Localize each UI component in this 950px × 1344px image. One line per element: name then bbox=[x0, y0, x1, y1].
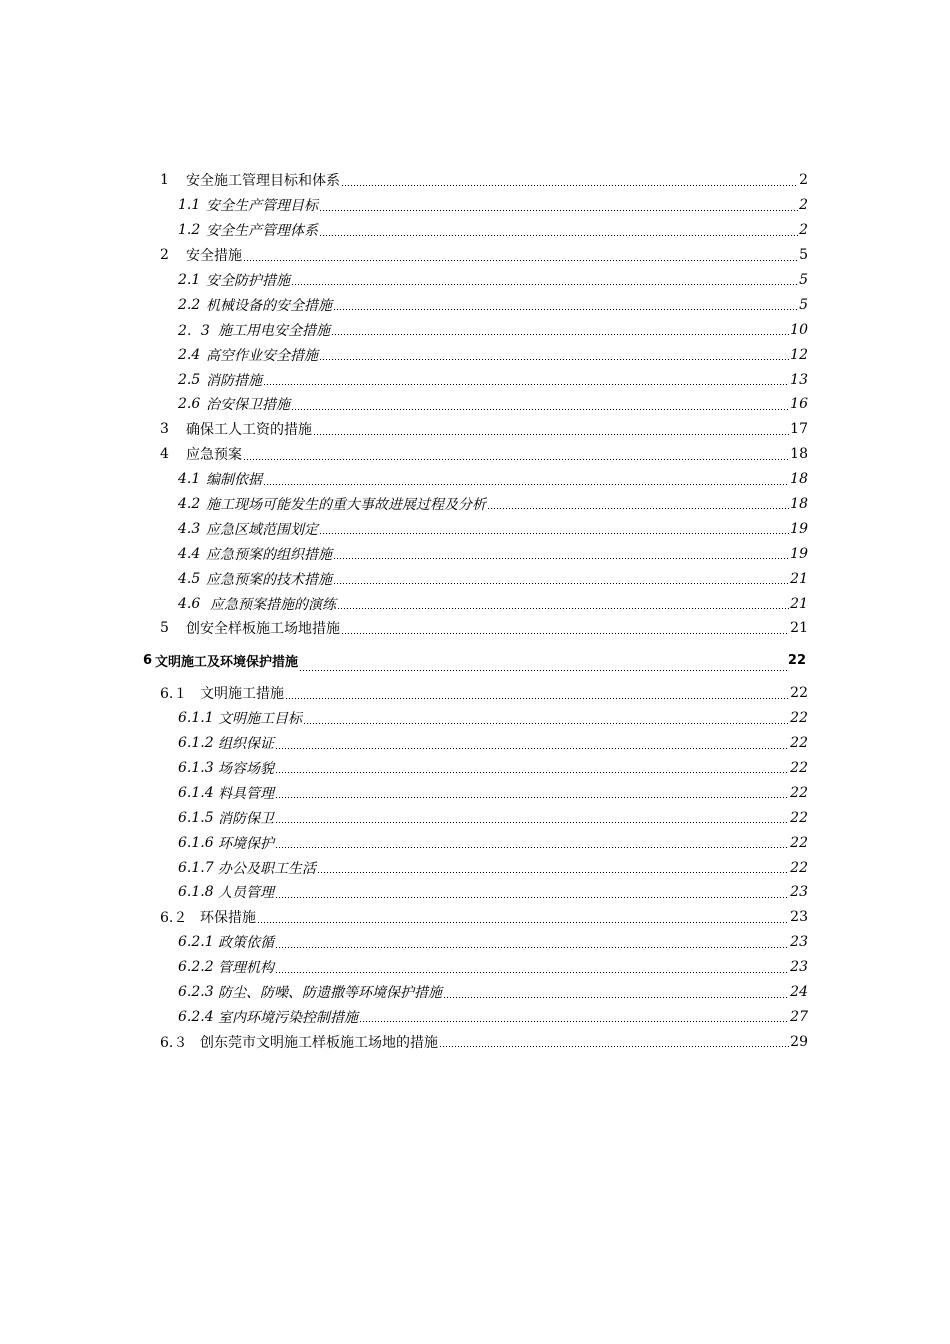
toc-entry-page: 2 bbox=[799, 222, 808, 239]
toc-entry-number: 4 bbox=[160, 446, 169, 463]
toc-entry-page: 22 bbox=[787, 653, 806, 669]
toc-entry-number: 6.2.1 bbox=[178, 934, 214, 951]
toc-entry-number: 4.6 bbox=[178, 595, 201, 612]
toc-entry-title: 创安全样板施工场地措施 bbox=[186, 621, 340, 638]
toc-entry-6-2-4[interactable] bbox=[0, 1005, 808, 1030]
toc-entry-6-1-5[interactable] bbox=[0, 805, 808, 830]
toc-entry-6-1-8[interactable] bbox=[0, 880, 808, 905]
dot-leader bbox=[303, 723, 789, 724]
toc-entry-number: 6.1.3 bbox=[178, 760, 214, 777]
toc-entry-number: 4.5 bbox=[178, 570, 201, 587]
toc-entry-number: 6.1.7 bbox=[178, 859, 214, 876]
dot-leader bbox=[359, 1021, 789, 1022]
toc-entry-page: 2 bbox=[799, 172, 808, 189]
toc-entry-title: 管理机构 bbox=[218, 960, 274, 977]
toc-entry-6-1-3[interactable] bbox=[0, 756, 808, 781]
toc-entry-title: 安全施工管理目标和体系 bbox=[186, 173, 340, 190]
dot-leader bbox=[319, 359, 789, 360]
toc-entry-4[interactable] bbox=[0, 442, 808, 467]
toc-entry-page: 19 bbox=[790, 520, 808, 537]
toc-entry-title: 消防措施 bbox=[206, 372, 262, 389]
dot-leader bbox=[487, 508, 789, 509]
toc-entry-4-4[interactable] bbox=[0, 541, 808, 566]
toc-entry-6-2-2[interactable] bbox=[0, 955, 808, 980]
toc-entry-page: 13 bbox=[790, 371, 808, 388]
toc-entry-title: 施工现场可能发生的重大事故进展过程及分析 bbox=[206, 497, 486, 514]
toc-entry-page: 5 bbox=[799, 296, 808, 313]
toc-entry-page: 19 bbox=[790, 545, 808, 562]
toc-entry-title: 机械设备的安全措施 bbox=[206, 297, 332, 314]
toc-entry-2-5[interactable] bbox=[0, 367, 808, 392]
dot-leader bbox=[285, 698, 789, 699]
toc-entry-number: 6.1.5 bbox=[178, 809, 214, 826]
toc-entry-6[interactable] bbox=[0, 644, 806, 678]
toc-entry-6-1-7[interactable] bbox=[0, 855, 808, 880]
dot-leader bbox=[275, 772, 789, 773]
toc-entry-number: 2 bbox=[160, 247, 169, 264]
toc-entry-page: 22 bbox=[790, 710, 808, 727]
toc-entry-number: 6.１ bbox=[160, 686, 188, 703]
dot-leader bbox=[341, 633, 789, 634]
toc-entry-page: 22 bbox=[790, 859, 808, 876]
dot-leader bbox=[263, 484, 789, 485]
dot-leader bbox=[275, 847, 789, 848]
toc-entry-1-2[interactable] bbox=[0, 218, 808, 243]
toc-entry-2-2[interactable] bbox=[0, 292, 808, 317]
toc-entry-4-1[interactable] bbox=[0, 467, 808, 492]
toc-entry-title: 应急预案 bbox=[186, 447, 242, 464]
toc-entry-page: 21 bbox=[790, 620, 808, 637]
toc-entry-page: 21 bbox=[790, 570, 808, 587]
toc-entry-page: 23 bbox=[790, 934, 808, 951]
dot-leader bbox=[319, 533, 789, 534]
toc-entry-title: 应急预案措施的演练 bbox=[210, 596, 336, 613]
toc-entry-page: 16 bbox=[790, 396, 808, 413]
toc-entry-6-1-2[interactable] bbox=[0, 731, 808, 756]
toc-entry-title: 安全生产管理目标 bbox=[206, 198, 318, 215]
toc-entry-page: 18 bbox=[790, 496, 808, 513]
toc-entry-page: 27 bbox=[790, 1008, 808, 1025]
dot-leader bbox=[331, 334, 789, 335]
toc-entry-number: 2.4 bbox=[178, 346, 201, 363]
toc-entry-4-5[interactable] bbox=[0, 566, 808, 591]
dot-leader bbox=[341, 185, 798, 186]
toc-entry-6-1-1[interactable] bbox=[0, 706, 808, 731]
dot-leader bbox=[337, 608, 789, 609]
dot-leader bbox=[263, 384, 789, 385]
toc-entry-title: 政策依循 bbox=[218, 935, 274, 952]
toc-entry-title: 安全生产管理体系 bbox=[206, 223, 318, 240]
dot-leader bbox=[257, 922, 789, 923]
toc-entry-3[interactable] bbox=[0, 417, 808, 442]
toc-entry-title: 室内环境污染控制措施 bbox=[218, 1009, 358, 1026]
toc-entry-title: 文明施工措施 bbox=[200, 686, 284, 703]
toc-entry-title: 安全防护措施 bbox=[206, 273, 290, 289]
dot-leader bbox=[319, 235, 798, 236]
toc-entry-title: 防尘、防噪、防遗撒等环境保护措施 bbox=[218, 985, 442, 1002]
dot-leader bbox=[243, 459, 789, 460]
toc-entry-4-2[interactable] bbox=[0, 492, 808, 517]
toc-entry-4-6[interactable] bbox=[0, 591, 808, 616]
toc-entry-title: 编制依据 bbox=[206, 472, 262, 489]
toc-entry-page: 22 bbox=[790, 735, 808, 752]
toc-entry-page: 22 bbox=[790, 809, 808, 826]
toc-entry-5[interactable] bbox=[0, 616, 808, 641]
dot-leader bbox=[275, 947, 789, 948]
toc-entry-page: 10 bbox=[790, 321, 808, 338]
toc-entry-2-4[interactable] bbox=[0, 342, 808, 367]
toc-entry-title: 文明施工及环境保护措施 bbox=[155, 655, 299, 671]
dot-leader bbox=[333, 583, 789, 584]
toc-entry-number: 4.3 bbox=[178, 520, 201, 537]
toc-entry-title: 应急预案的技术措施 bbox=[206, 571, 332, 588]
toc-entry-title: 高空作业安全措施 bbox=[206, 347, 318, 364]
toc-entry-title: 消防保卫 bbox=[218, 810, 274, 827]
toc-entry-2-1[interactable] bbox=[0, 268, 808, 293]
toc-entry-page: 12 bbox=[790, 346, 808, 363]
toc-entry-title: 应急预案的组织措施 bbox=[206, 546, 332, 563]
toc-entry-number: 2．3 bbox=[178, 322, 210, 339]
dot-leader bbox=[291, 409, 789, 410]
toc-entry-page: 22 bbox=[790, 760, 808, 777]
dot-leader bbox=[275, 748, 789, 749]
toc-entry-6-3[interactable] bbox=[0, 1029, 808, 1054]
toc-entry-2-6[interactable] bbox=[0, 392, 808, 417]
toc-entry-1-1[interactable] bbox=[0, 193, 808, 218]
toc-entry-number: 6.2.3 bbox=[178, 984, 214, 1001]
toc-entry-number: 4.4 bbox=[178, 545, 201, 562]
toc-entry-number: 6.２ bbox=[160, 910, 188, 927]
dot-leader bbox=[275, 897, 789, 898]
toc-entry-number: 2.5 bbox=[178, 371, 201, 388]
toc-entry-number: 1.2 bbox=[178, 222, 201, 239]
toc-entry-number: 6 bbox=[143, 653, 153, 669]
toc-entry-number: 2.1 bbox=[178, 272, 201, 288]
toc-entry-title: 人员管理 bbox=[218, 885, 274, 902]
toc-entry-title: 环保措施 bbox=[200, 910, 256, 927]
toc-entry-title: 应急区域范围划定 bbox=[206, 521, 318, 538]
dot-leader bbox=[333, 309, 798, 310]
toc-entry-6-1-6[interactable] bbox=[0, 830, 808, 855]
dot-leader bbox=[275, 972, 789, 973]
toc-entry-number: 6.2.4 bbox=[178, 1008, 214, 1025]
dot-leader bbox=[317, 872, 789, 873]
toc-entry-page: 2 bbox=[799, 197, 808, 214]
toc-entry-page: 23 bbox=[790, 884, 808, 901]
toc-entry-page: 23 bbox=[790, 909, 808, 926]
dot-leader bbox=[439, 1046, 789, 1047]
toc-entry-title: 办公及职工生活 bbox=[218, 860, 316, 877]
toc-entry-4-3[interactable] bbox=[0, 516, 808, 541]
toc-entry-title: 环境保护 bbox=[218, 835, 274, 852]
toc-entry-page: 5 bbox=[799, 247, 808, 264]
toc-entry-title: 安全措施 bbox=[186, 248, 242, 265]
toc-entry-1[interactable] bbox=[0, 168, 808, 193]
dot-leader bbox=[299, 670, 787, 671]
toc-entry-number: 6.1.6 bbox=[178, 834, 214, 851]
toc-entry-page: 22 bbox=[790, 784, 808, 801]
toc-entry-number: 1.1 bbox=[178, 197, 201, 214]
toc-entry-number: 6.1.8 bbox=[178, 884, 214, 901]
dot-leader bbox=[333, 558, 789, 559]
dot-leader bbox=[313, 434, 789, 435]
toc-entry-6-2-1[interactable] bbox=[0, 930, 808, 955]
toc-entry-number: 6.1.4 bbox=[178, 784, 214, 801]
toc-entry-number: 4.2 bbox=[178, 496, 201, 513]
toc-entry-title: 治安保卫措施 bbox=[206, 397, 290, 414]
toc-entry-page: 24 bbox=[790, 984, 808, 1001]
toc-entry-title: 组织保证 bbox=[218, 736, 274, 753]
toc-entry-number: 3 bbox=[160, 421, 169, 438]
toc-entry-page: 5 bbox=[799, 272, 808, 288]
toc-entry-number: 4.1 bbox=[178, 471, 201, 488]
toc-entry-page: 17 bbox=[790, 421, 808, 438]
toc-entry-number: 6.2.2 bbox=[178, 959, 214, 976]
toc-entry-6-1-4[interactable] bbox=[0, 780, 808, 805]
toc-entry-number: 6.３ bbox=[160, 1034, 188, 1051]
toc-entry-6-2[interactable] bbox=[0, 905, 808, 930]
toc-entry-number: 2.2 bbox=[178, 296, 201, 313]
dot-leader bbox=[319, 210, 798, 211]
toc-entry-number: 6.1.2 bbox=[178, 735, 214, 752]
toc-entry-page: 18 bbox=[790, 446, 808, 463]
toc-entry-number: 1 bbox=[160, 172, 169, 189]
toc-entry-title: 场容场貌 bbox=[218, 761, 274, 778]
toc-entry-page: 21 bbox=[790, 595, 808, 612]
toc-entry-number: 2.6 bbox=[178, 396, 201, 413]
toc-entry-title: 料具管理 bbox=[218, 785, 274, 802]
toc-entry-number: 5 bbox=[160, 620, 169, 637]
dot-leader bbox=[275, 797, 789, 798]
toc-entry-2[interactable] bbox=[0, 243, 808, 268]
toc-entry-title: 文明施工目标 bbox=[218, 711, 302, 728]
toc-entry-2-3[interactable] bbox=[0, 317, 808, 342]
toc-entry-page: 22 bbox=[790, 834, 808, 851]
toc-entry-number: 6.1.1 bbox=[178, 710, 214, 727]
toc-entry-6-1[interactable] bbox=[0, 681, 808, 706]
toc-entry-title: 创东莞市文明施工样板施工场地的措施 bbox=[200, 1034, 438, 1051]
toc-entry-page: 29 bbox=[790, 1033, 808, 1050]
dot-leader bbox=[291, 284, 798, 285]
toc-entry-title: 确保工人工资的措施 bbox=[186, 422, 312, 439]
toc-entry-page: 22 bbox=[790, 685, 808, 702]
toc-entry-page: 23 bbox=[790, 959, 808, 976]
dot-leader bbox=[275, 822, 789, 823]
table-of-contents bbox=[0, 168, 950, 1054]
toc-entry-title: 施工用电安全措施 bbox=[218, 322, 330, 339]
toc-entry-6-2-3[interactable] bbox=[0, 980, 808, 1005]
dot-leader bbox=[443, 997, 789, 998]
dot-leader bbox=[243, 260, 798, 261]
toc-entry-page: 18 bbox=[790, 471, 808, 488]
